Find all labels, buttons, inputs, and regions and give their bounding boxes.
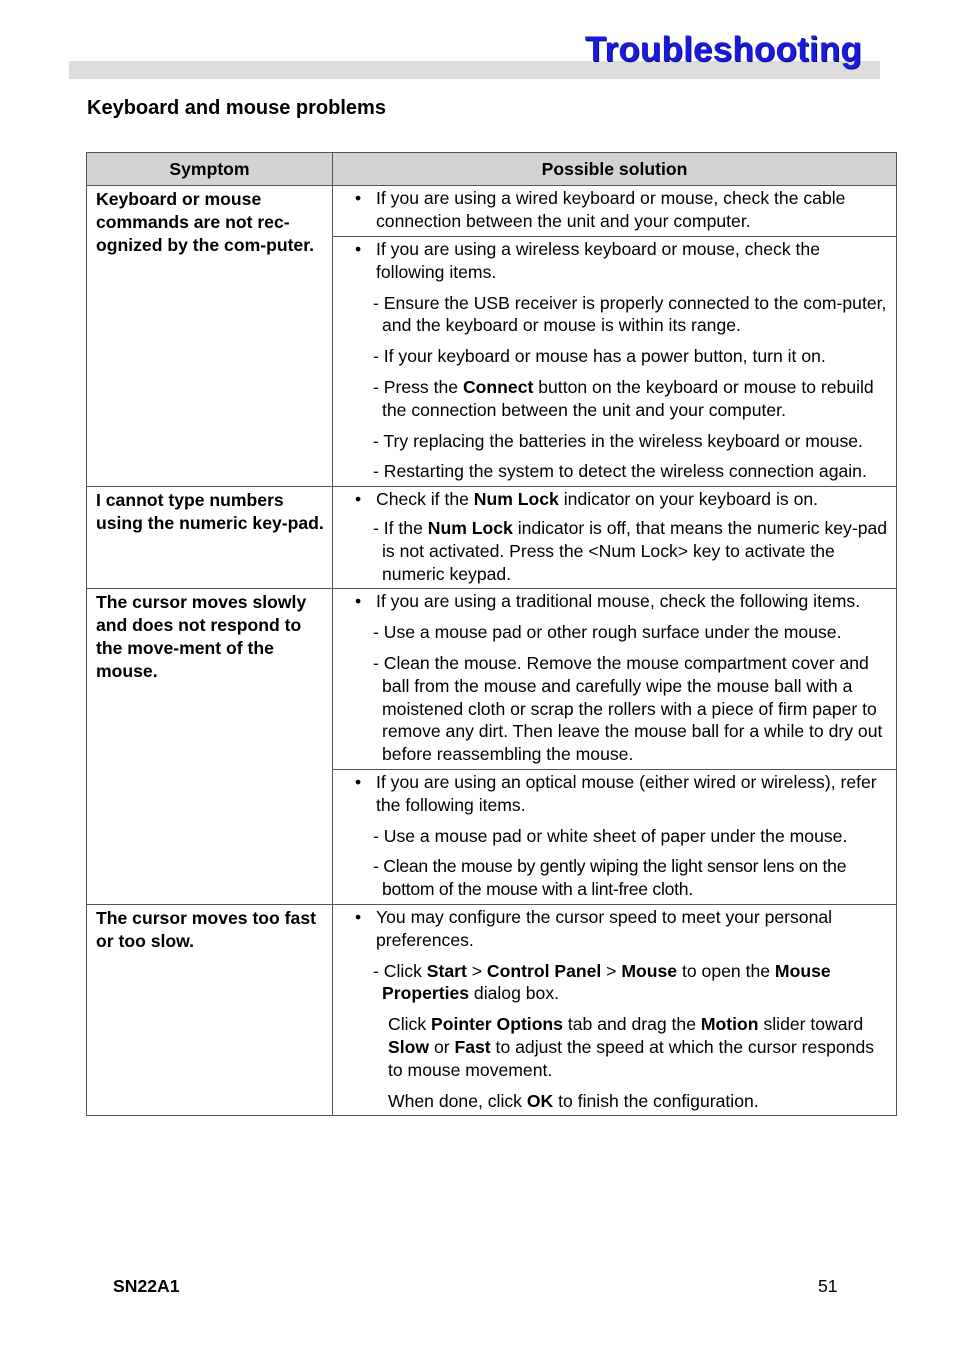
sub-item: - Try replacing the batteries in the wireless keyboard or mouse.	[373, 430, 863, 451]
sub-item: - Use a mouse pad or other rough surface under the mouse.	[373, 622, 842, 643]
symptom-cell: I cannot type numbers using the numeric key-pad.	[87, 487, 333, 589]
symptom-cell: The cursor moves too fast or too slow.	[87, 904, 333, 1115]
bullet-icon: •	[355, 188, 362, 208]
solution-cell	[333, 487, 897, 589]
table-header-row	[87, 153, 897, 186]
page-number: 51	[818, 1276, 838, 1296]
table-row	[87, 487, 897, 589]
bullet-icon: •	[355, 906, 362, 927]
solution-cell	[333, 589, 897, 770]
list-item: • If you are using an optical mouse (either wired or wireless), refer the following items.	[355, 771, 877, 815]
sub-item: - Use a mouse pad or white sheet of paper under the mouse.	[373, 825, 848, 846]
sub-item: - If the Num Lock indicator is off, that means the numeric key-pad is not activated. Press the <Num Lock> key to activate the numeric keypad.	[373, 517, 888, 584]
bullet-icon: •	[355, 591, 362, 612]
symptom-column-header: Symptom	[87, 153, 333, 186]
sub-item: - Ensure the USB receiver is properly connected to the com-puter, and the keyboard or mouse is within its range.	[373, 292, 887, 336]
sub-item: - Click Start > Control Panel > Mouse to open the Mouse Properties dialog box.	[373, 960, 831, 1004]
list-item: • If you are using a wired keyboard or mouse, check the cable connection between the unit and your computer.	[355, 188, 846, 231]
list-item: • If you are using a traditional mouse, check the following items.	[355, 591, 861, 612]
troubleshooting-table	[86, 152, 897, 1116]
solution-cell	[333, 186, 897, 237]
paragraph: Click Pointer Options tab and drag the Motion slider toward Slow or Fast to adjust the speed at which the cursor responds to mouse movement.	[388, 1014, 875, 1080]
sub-item: - Clean the mouse. Remove the mouse compartment cover and ball from the mouse and carefully wipe the mouse ball with a moistened cloth or scrap the rollers with a piece of firm paper to remove any dirt. Then leave the mouse ball for a while to dry out before reassembling the mouse.	[373, 652, 883, 765]
list-item: • If you are using a wireless keyboard or mouse, check the following items.	[355, 239, 820, 282]
table-row	[87, 589, 897, 770]
table-row	[87, 904, 897, 1115]
symptom-cell: Keyboard or mouse commands are not rec-ognized by the com-puter.	[87, 186, 333, 487]
sub-item: - Restarting the system to detect the wireless connection again.	[373, 461, 867, 482]
page-title: Troubleshooting	[584, 30, 862, 69]
paragraph: When done, click OK to finish the configuration.	[388, 1090, 759, 1111]
sub-item: - If your keyboard or mouse has a power button, turn it on.	[373, 346, 826, 367]
bullet-icon: •	[355, 239, 362, 259]
solution-cell	[333, 237, 897, 487]
sub-item: - Clean the mouse by gently wiping the light sensor lens on the bottom of the mouse with a lint-free cloth.	[373, 856, 847, 900]
bullet-icon: •	[355, 771, 362, 792]
symptom-cell: The cursor moves slowly and does not respond to the move-ment of the mouse.	[87, 589, 333, 905]
solution-cell	[333, 904, 897, 1115]
sub-item: - Press the Connect button on the keyboard or mouse to rebuild the connection between the unit and your computer.	[373, 376, 874, 420]
section-title: Keyboard and mouse problems	[87, 97, 386, 119]
solution-cell	[333, 769, 897, 904]
table-row	[87, 186, 897, 237]
footer-model: SN22A1	[113, 1276, 180, 1296]
list-item: • Check if the Num Lock indicator on your keyboard is on.	[355, 489, 819, 510]
solution-column-header: Possible solution	[333, 153, 897, 186]
list-item: • You may configure the cursor speed to meet your personal preferences.	[355, 906, 833, 950]
bullet-icon: •	[355, 489, 362, 510]
